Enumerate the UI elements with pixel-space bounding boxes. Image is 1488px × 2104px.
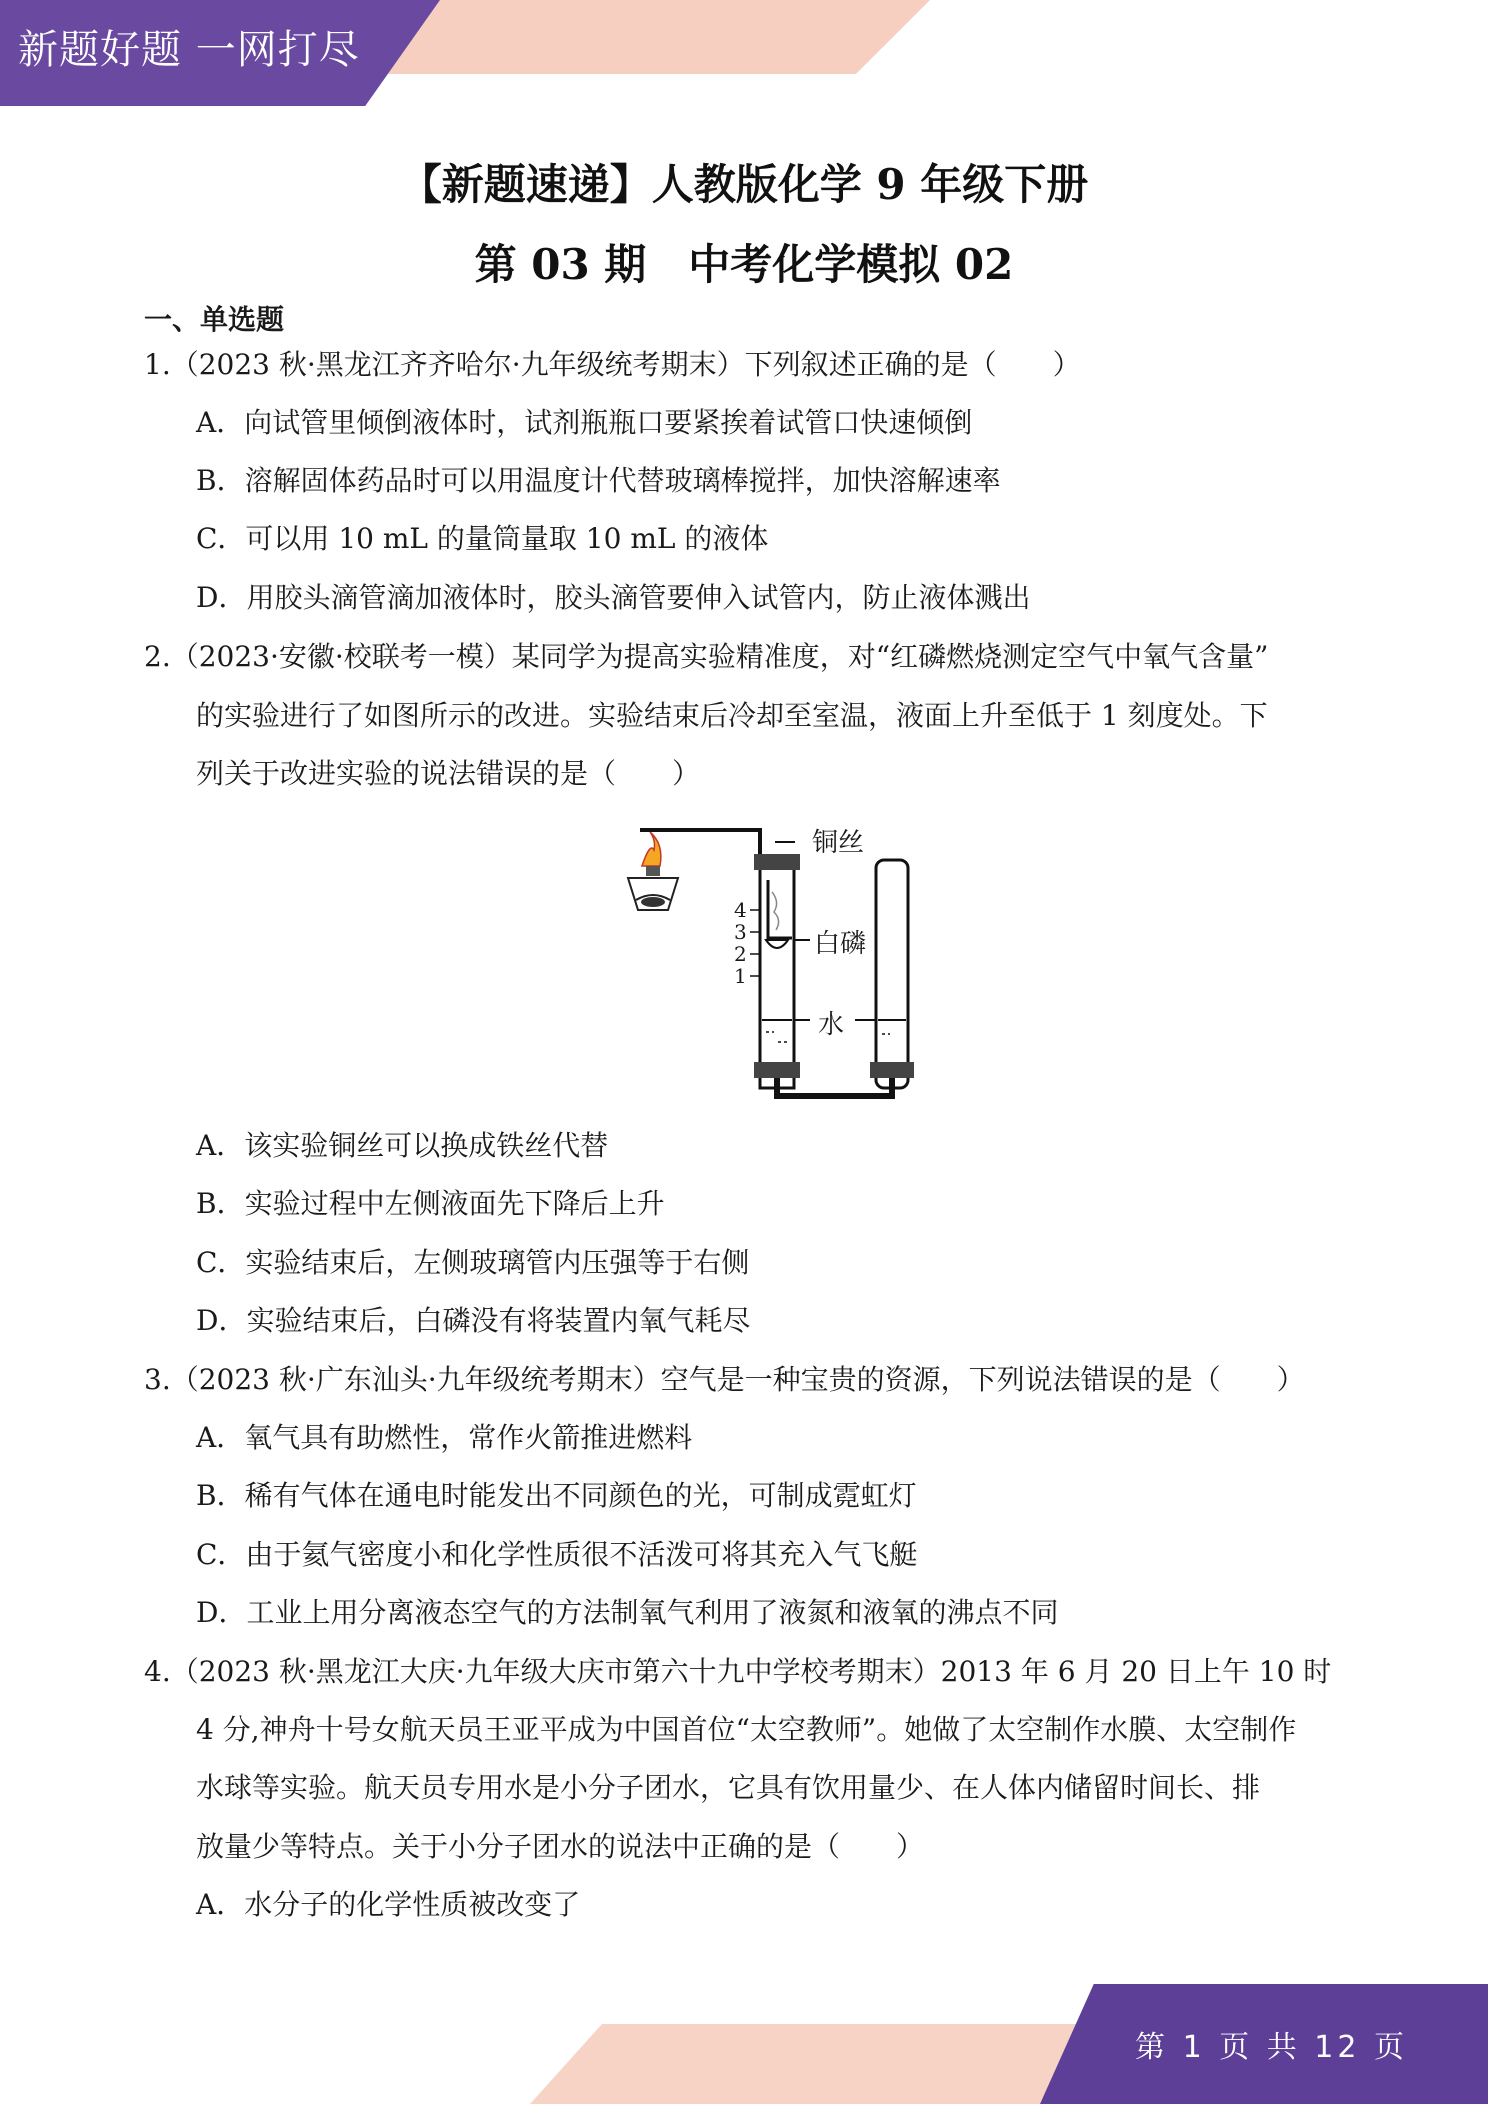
- question-1-option-c: C．可以用 10 mL 的量筒量取 10 mL 的液体: [196, 522, 769, 555]
- footer-accent-band: [530, 2024, 1130, 2104]
- question-2-option-b: B．实验过程中左侧液面先下降后上升: [196, 1187, 665, 1220]
- header-accent-band: [360, 0, 930, 74]
- alcohol-lamp-icon: [628, 832, 678, 910]
- document-title: 【新题速递】人教版化学 9 年级下册: [399, 160, 1089, 209]
- question-4-stem-line-1: 4.（2023 秋·黑龙江大庆·九年级大庆市第六十九中学校考期末）2013 年 6 月 20 日上午 10 时: [144, 1655, 1332, 1688]
- question-4-stem-line-2: 4 分,神舟十号女航天员王亚平成为中国首位“太空教师”。她做了太空制作水膜、太空制作: [196, 1713, 1297, 1746]
- water-label: 水: [818, 1010, 845, 1040]
- question-3-option-b: B．稀有气体在通电时能发出不同颜色的光，可制成霓虹灯: [196, 1479, 917, 1512]
- scale-tick-1: 1: [734, 964, 747, 988]
- apparatus-diagram: [620, 820, 920, 1100]
- question-3-option-a: A．氧气具有助燃性，常作火箭推进燃料: [196, 1421, 693, 1454]
- scale-tick-2: 2: [734, 942, 747, 966]
- question-2-option-d: D．实验结束后，白磷没有将装置内氧气耗尽: [196, 1304, 751, 1337]
- question-2-option-c: C．实验结束后，左侧玻璃管内压强等于右侧: [196, 1246, 750, 1279]
- question-2-stem-line-2: 的实验进行了如图所示的改进。实验结束后冷却至室温，液面上升至低于 1 刻度处。下: [196, 699, 1268, 732]
- question-2-option-a: A．该实验铜丝可以换成铁丝代替: [196, 1129, 609, 1162]
- document-subtitle: 第 03 期 中考化学模拟 02: [474, 240, 1014, 289]
- scale-tick-3: 3: [734, 920, 747, 944]
- question-4-stem-line-3: 水球等实验。航天员专用水是小分子团水，它具有饮用量少、在人体内储留时间长、排: [196, 1771, 1261, 1804]
- experiment-apparatus-figure: [620, 820, 920, 1100]
- question-4-stem-line-4: 放量少等特点。关于小分子团水的说法中正确的是（ ）: [196, 1830, 925, 1863]
- question-1-option-a: A．向试管里倾倒液体时，试剂瓶瓶口要紧挨着试管口快速倾倒: [196, 406, 973, 439]
- question-1-stem: 1.（2023 秋·黑龙江齐齐哈尔·九年级统考期末）下列叙述正确的是（ ）: [144, 348, 1081, 381]
- question-2-stem-line-3: 列关于改进实验的说法错误的是（ ）: [196, 757, 701, 790]
- question-1-option-b: B．溶解固体药品时可以用温度计代替玻璃棒搅拌，加快溶解速率: [196, 464, 1001, 497]
- question-2-stem-line-1: 2.（2023·安徽·校联考一模）某同学为提高实验精准度，对“红磷燃烧测定空气中氧气含量”: [144, 640, 1269, 673]
- question-1-option-d: D．用胶头滴管滴加液体时，胶头滴管要伸入试管内，防止液体溅出: [196, 581, 1031, 614]
- copper-wire-label: 铜丝: [812, 828, 865, 858]
- phosphorus-label: 白磷: [814, 929, 867, 959]
- question-3-option-d: D．工业上用分离液态空气的方法制氧气利用了液氮和液氧的沸点不同: [196, 1596, 1059, 1629]
- scale-tick-4: 4: [734, 898, 747, 922]
- header-banner-text: 新题好题 一网打尽: [18, 27, 360, 73]
- question-4-option-a: A．水分子的化学性质被改变了: [196, 1888, 581, 1921]
- page-number: 第 1 页 共 12 页: [1135, 2030, 1408, 2065]
- section-heading: 一、单选题: [144, 303, 285, 336]
- question-3-option-c: C．由于氦气密度小和化学性质很不活泼可将其充入气飞艇: [196, 1538, 918, 1571]
- question-3-stem: 3.（2023 秋·广东汕头·九年级统考期末）空气是一种宝贵的资源，下列说法错误的是（ ）: [144, 1363, 1305, 1396]
